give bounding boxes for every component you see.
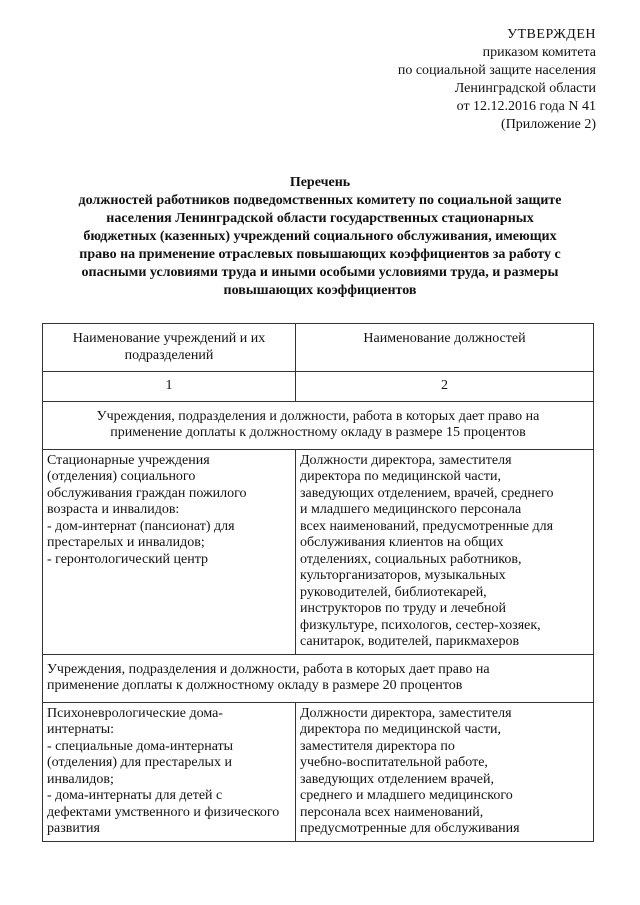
section-heading-text: применение доплаты к должностному окладу в размере 20 процентов: [47, 678, 463, 693]
cell-text: инвалидов;: [47, 771, 114, 787]
header-text: Наименование должностей: [363, 331, 526, 346]
cell-text: дефектами умственного и физического: [47, 804, 280, 820]
cell-text: престарелых и инвалидов;: [47, 535, 205, 550]
section-heading-row: [43, 654, 594, 702]
cell-text: заведующих отделением, врачей, среднего: [300, 485, 554, 501]
header-text: подразделений: [124, 347, 214, 363]
cell-text: учебно-воспитательной работе,: [300, 755, 488, 770]
column-number-1: 1: [43, 372, 296, 402]
cell-text: руководителей, библиотекарей,: [300, 584, 487, 600]
title-line: опасными условиями труда и иными особыми условиями труда, и размеры: [81, 265, 559, 280]
section-heading-row: [43, 401, 594, 449]
title-line: бюджетных (казенных) учреждений социального обслуживания, имеющих: [83, 229, 557, 244]
positions-cell: [296, 449, 594, 654]
column-number-2: 2: [296, 372, 594, 402]
approval-heading: УТВЕРЖДЕН: [507, 27, 596, 42]
cell-text: обслуживания клиентов на общих: [300, 535, 504, 550]
cell-text: - дома-интернаты для детей с: [47, 788, 223, 803]
approval-line: приказом комитета: [482, 45, 596, 60]
cell-text: персонала всех наименований,: [300, 804, 484, 820]
header-cell-institutions: [43, 324, 296, 372]
cell-text: развития: [47, 821, 100, 836]
section-heading-20: [43, 654, 594, 702]
cell-text: Должности директора, заместителя: [300, 705, 512, 721]
section-heading-text: Учреждения, подразделения и должности, работа в которых дает право на: [47, 661, 490, 677]
table-row: [43, 449, 594, 654]
cell-text: культорганизаторов, музыкальных: [300, 568, 506, 583]
cell-text: директора по медицинской части,: [300, 722, 501, 737]
table-number-row: [43, 372, 594, 402]
cell-text: и младшего медицинского персонала: [300, 502, 522, 517]
cell-text: заместителя директора по: [300, 738, 455, 754]
table-row: [43, 702, 594, 841]
cell-text: - геронтологический центр: [47, 551, 208, 567]
cell-text: Должности директора, заместителя: [300, 452, 512, 468]
cell-text: отделениях, социальных работников,: [300, 551, 522, 567]
positions-cell: [296, 702, 594, 841]
cell-text: инструкторов по труду и лечебной: [300, 601, 507, 616]
cell-text: - специальные дома-интернаты: [47, 738, 234, 754]
table-header-row: [43, 324, 594, 372]
cell-text: среднего и младшего медицинского: [300, 788, 513, 803]
cell-text: (отделения) социального: [47, 469, 196, 484]
positions-table: [42, 323, 594, 842]
approval-line: от 12.12.2016 года N 41: [456, 99, 596, 114]
title-line: населения Ленинградской области государственных стационарных: [106, 211, 534, 226]
cell-text: заведующих отделением врачей,: [300, 771, 495, 787]
approval-line: по социальной защите населения: [397, 63, 596, 78]
cell-text: физкультуре, психологов, сестер-хозяек,: [300, 617, 541, 633]
title-line: Перечень: [289, 175, 351, 190]
cell-text: всех наименований, предусмотренные для: [300, 518, 554, 534]
cell-text: обслуживания граждан пожилого: [47, 485, 247, 501]
cell-text: возраста и инвалидов:: [47, 502, 180, 517]
section-heading-text: Учреждения, подразделения и должности, работа в которых дает право на: [96, 408, 540, 424]
cell-text: директора по медицинской части,: [300, 469, 501, 484]
header-text: Наименование учреждений и их: [72, 331, 266, 346]
cell-text: Психоневрологические дома-: [47, 705, 223, 721]
approval-line: Ленинградской области: [454, 81, 596, 96]
cell-text: предусмотренные для обслуживания: [300, 821, 520, 836]
approval-line: (Приложение 2): [501, 117, 596, 132]
header-cell-positions: [296, 324, 594, 372]
title-line: право на применение отраслевых повышающих коэффициентов за работу с: [79, 247, 561, 262]
section-heading-text: применение доплаты к должностному окладу в размере 15 процентов: [110, 425, 526, 440]
cell-text: Стационарные учреждения: [47, 452, 210, 468]
cell-text: санитарок, водителей, парикмахеров: [300, 634, 520, 649]
cell-text: (отделения) для престарелых и: [47, 755, 232, 770]
section-heading-15: [43, 401, 594, 449]
approval-stamp: [398, 26, 596, 134]
title-line: повышающих коэффициентов: [223, 283, 417, 298]
cell-text: - дом-интернат (пансионат) для: [47, 518, 235, 534]
title-line: должностей работников подведомственных комитету по социальной защите: [78, 193, 562, 208]
document-title: [44, 174, 596, 300]
institutions-cell: [43, 449, 296, 654]
institutions-cell: [43, 702, 296, 841]
cell-text: интернаты:: [47, 722, 115, 737]
